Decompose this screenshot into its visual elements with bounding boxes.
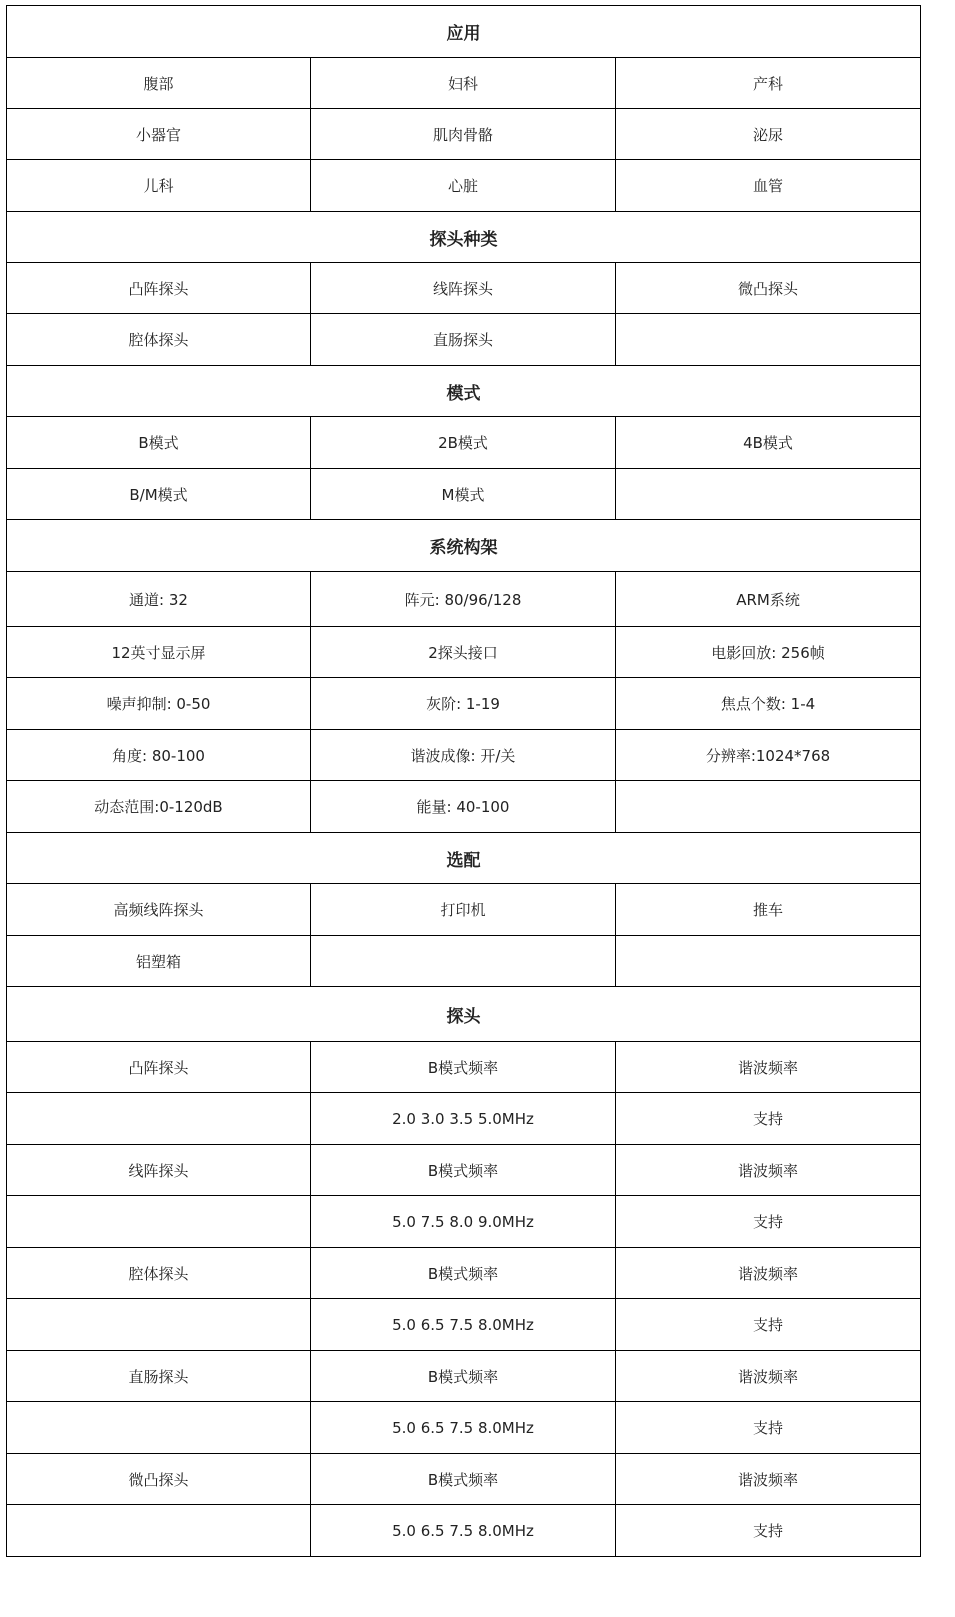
section-title: 模式 <box>7 366 921 417</box>
spec-table <box>6 5 921 1557</box>
table-cell: 小器官 <box>7 109 311 160</box>
table-cell: 推车 <box>616 884 921 936</box>
table-cell: B模式频率 <box>311 1248 616 1299</box>
table-row <box>7 884 921 936</box>
table-cell: 通道: 32 <box>7 572 311 627</box>
table-cell: B模式频率 <box>311 1042 616 1093</box>
table-row <box>7 1248 921 1299</box>
table-cell: 谐波频率 <box>616 1042 921 1093</box>
table-cell: 噪声抑制: 0-50 <box>7 678 311 730</box>
table-row <box>7 1042 921 1093</box>
table-cell: 妇科 <box>311 58 616 109</box>
table-cell: 血管 <box>616 160 921 212</box>
section-title: 应用 <box>7 6 921 58</box>
table-cell: 支持 <box>616 1505 921 1557</box>
table-cell <box>7 1505 311 1557</box>
table-cell: 直肠探头 <box>7 1351 311 1402</box>
table-cell: 儿科 <box>7 160 311 212</box>
table-cell <box>7 1196 311 1248</box>
table-cell: 5.0 6.5 7.5 8.0MHz <box>311 1505 616 1557</box>
table-row <box>7 627 921 678</box>
table-cell: 肌肉骨骼 <box>311 109 616 160</box>
table-cell: 能量: 40-100 <box>311 781 616 833</box>
table-cell: 2探头接口 <box>311 627 616 678</box>
table-cell: 泌尿 <box>616 109 921 160</box>
section-header-row <box>7 366 921 417</box>
table-cell: B模式频率 <box>311 1454 616 1505</box>
spec-table-body <box>7 6 921 1557</box>
table-cell: 5.0 6.5 7.5 8.0MHz <box>311 1299 616 1351</box>
table-cell: 铝塑箱 <box>7 936 311 987</box>
table-row <box>7 572 921 627</box>
section-title: 探头种类 <box>7 212 921 263</box>
table-row <box>7 1093 921 1145</box>
table-cell: 支持 <box>616 1093 921 1145</box>
table-cell: B/M模式 <box>7 469 311 520</box>
table-cell: 线阵探头 <box>7 1145 311 1196</box>
table-row <box>7 1505 921 1557</box>
table-cell: 谐波频率 <box>616 1145 921 1196</box>
table-cell: B模式频率 <box>311 1145 616 1196</box>
table-cell: 凸阵探头 <box>7 263 311 314</box>
table-cell: 微凸探头 <box>7 1454 311 1505</box>
table-cell: 角度: 80-100 <box>7 730 311 781</box>
section-header-row <box>7 520 921 572</box>
table-cell: ARM系统 <box>616 572 921 627</box>
table-cell: 心脏 <box>311 160 616 212</box>
table-row <box>7 1299 921 1351</box>
table-cell <box>616 314 921 366</box>
table-cell: 腔体探头 <box>7 314 311 366</box>
table-cell <box>7 1093 311 1145</box>
section-header-row <box>7 212 921 263</box>
table-row <box>7 1454 921 1505</box>
table-cell: 灰阶: 1-19 <box>311 678 616 730</box>
table-cell: 谐波频率 <box>616 1351 921 1402</box>
section-title: 系统构架 <box>7 520 921 572</box>
section-header-row <box>7 987 921 1042</box>
table-cell: B模式频率 <box>311 1351 616 1402</box>
section-header-row <box>7 833 921 884</box>
table-cell: 谐波频率 <box>616 1248 921 1299</box>
table-cell: 谐波频率 <box>616 1454 921 1505</box>
table-row <box>7 730 921 781</box>
table-row <box>7 263 921 314</box>
table-cell: 谐波成像: 开/关 <box>311 730 616 781</box>
table-cell: 支持 <box>616 1196 921 1248</box>
table-cell: 12英寸显示屏 <box>7 627 311 678</box>
table-row <box>7 109 921 160</box>
table-row <box>7 160 921 212</box>
table-row <box>7 1145 921 1196</box>
table-cell: 打印机 <box>311 884 616 936</box>
table-cell: 分辨率:1024*768 <box>616 730 921 781</box>
table-row <box>7 1196 921 1248</box>
table-row <box>7 936 921 987</box>
table-cell: 支持 <box>616 1299 921 1351</box>
table-row <box>7 1351 921 1402</box>
table-row <box>7 314 921 366</box>
table-cell: B模式 <box>7 417 311 469</box>
table-cell: M模式 <box>311 469 616 520</box>
table-cell: 凸阵探头 <box>7 1042 311 1093</box>
section-title: 选配 <box>7 833 921 884</box>
table-cell: 阵元: 80/96/128 <box>311 572 616 627</box>
table-row <box>7 781 921 833</box>
table-cell <box>616 781 921 833</box>
table-cell: 腔体探头 <box>7 1248 311 1299</box>
table-cell: 腹部 <box>7 58 311 109</box>
table-cell: 线阵探头 <box>311 263 616 314</box>
table-row <box>7 469 921 520</box>
section-header-row <box>7 6 921 58</box>
table-cell: 5.0 7.5 8.0 9.0MHz <box>311 1196 616 1248</box>
table-cell: 2B模式 <box>311 417 616 469</box>
table-cell: 4B模式 <box>616 417 921 469</box>
table-cell: 产科 <box>616 58 921 109</box>
table-row <box>7 678 921 730</box>
table-cell <box>7 1299 311 1351</box>
table-cell <box>311 936 616 987</box>
table-row <box>7 58 921 109</box>
table-cell: 动态范围:0-120dB <box>7 781 311 833</box>
table-cell: 微凸探头 <box>616 263 921 314</box>
section-title: 探头 <box>7 987 921 1042</box>
table-cell: 焦点个数: 1-4 <box>616 678 921 730</box>
table-cell: 5.0 6.5 7.5 8.0MHz <box>311 1402 616 1454</box>
table-cell: 高频线阵探头 <box>7 884 311 936</box>
table-row <box>7 417 921 469</box>
table-cell: 直肠探头 <box>311 314 616 366</box>
table-cell: 2.0 3.0 3.5 5.0MHz <box>311 1093 616 1145</box>
table-cell <box>7 1402 311 1454</box>
table-cell <box>616 936 921 987</box>
table-row <box>7 1402 921 1454</box>
table-cell: 电影回放: 256帧 <box>616 627 921 678</box>
table-cell <box>616 469 921 520</box>
table-cell: 支持 <box>616 1402 921 1454</box>
